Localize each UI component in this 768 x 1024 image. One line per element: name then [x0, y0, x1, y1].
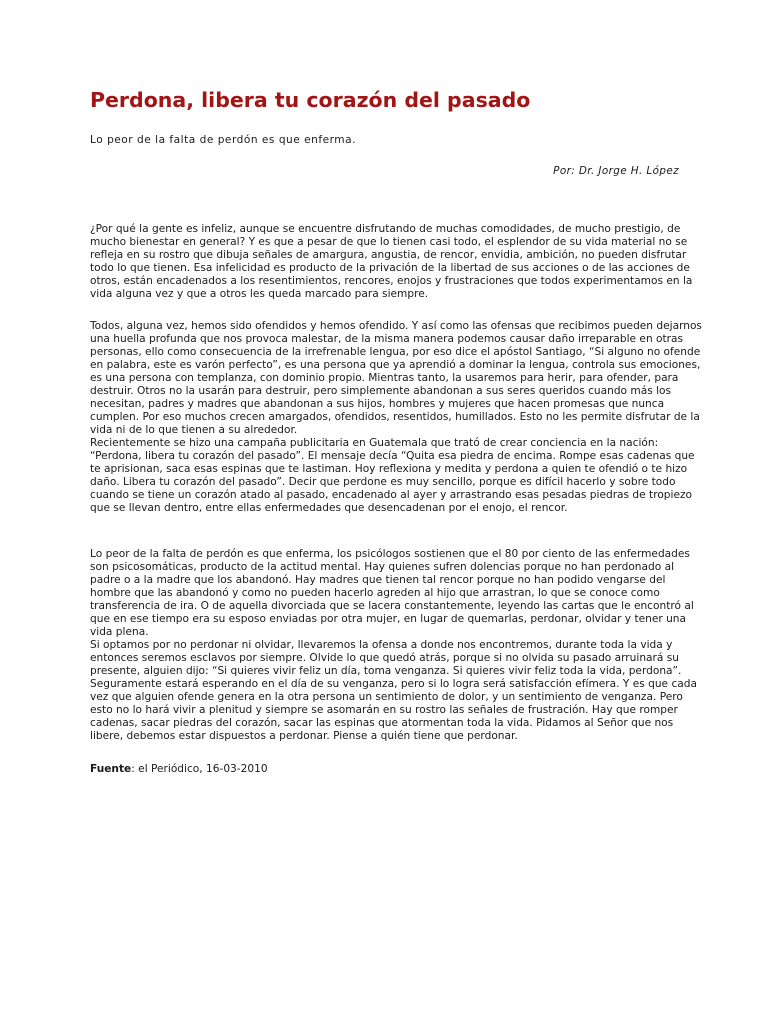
- paragraph-line: cumplen. Por eso muchos crecen amargados, ofendidos, resentidos, humillados. Esto no les permite disfrutar de la: [90, 411, 700, 423]
- paragraph-line: entonces seremos esclavos por siempre. Olvide lo que quedó atrás, porque si no olvida su pasado arruinará su: [90, 652, 679, 664]
- paragraph-line: que se llevan dentro, entre ellas enfermedades que desencadenan por el enojo, el rencor.: [90, 502, 568, 514]
- paragraph-line: padre o a la madre que los abandonó. Hay madres que tienen tal rencor porque no han podido vengarse del: [90, 574, 666, 586]
- paragraph-line: todo lo que tienen. Esa infelicidad es producto de la privación de la libertad de sus acciones o de las acciones de: [90, 262, 690, 274]
- article-source: [90, 763, 268, 775]
- paragraph-line: mucho bienestar en general? Y es que a pesar de que lo tienen casi todo, el esplendor de su vida material no se: [90, 236, 688, 248]
- paragraph-line: cadenas, sacar piedras del corazón, sacar las espinas que atormentan toda la vida. Pidamos al Señor que nos: [90, 717, 674, 729]
- paragraph-line: otros, están encadenados a los resentimientos, rencores, enojos y frustraciones que todos experimentamos en la: [90, 275, 693, 287]
- paragraph-line: una huella profunda que nos provoca malestar, de la misma manera podemos causar daño irreparable en otras: [90, 333, 684, 345]
- paragraph-line: daño. Libera tu corazón del pasado”. Decir que perdone es muy sencillo, porque es difícil hacerlo y sobre todo: [90, 476, 676, 488]
- paragraph-line: vida plena.: [90, 626, 149, 638]
- paragraph-line: hombre que las abandonó y como no pueden hacerlo agreden al hijo que arrastran, lo que se conoce como: [90, 587, 660, 599]
- paragraph-line: que en ese tiempo era su esposo enviadas por otra mujer, en lugar de quemarlas, perdonar, olvidar y tener una: [90, 613, 686, 625]
- article-subtitle: Lo peor de la falta de perdón es que enferma.: [90, 134, 356, 146]
- article-paragraph-1: [90, 223, 693, 301]
- paragraph-line: en palabra, este es varón perfecto”, es una persona que ya aprendió a dominar la lengua, controla sus emociones,: [90, 359, 701, 371]
- paragraph-line: Todos, alguna vez, hemos sido ofendidos y hemos ofendido. Y así como las ofensas que recibimos pueden dejarnos: [90, 320, 702, 332]
- paragraph-line: presente, alguien dijo: “Si quieres vivir feliz un día, toma venganza. Si quieres vivir feliz toda la vida, perdona”.: [90, 665, 682, 677]
- article-title: Perdona, libera tu corazón del pasado: [90, 88, 531, 112]
- source-label: Fuente: [90, 763, 132, 775]
- paragraph-line: vida alguna vez y que a otros les queda marcado para siempre.: [90, 288, 429, 300]
- paragraph-line: vez que alguien ofende genera en la otra persona un sentimiento de dolor, y un sentimiento de venganza. Pero: [90, 691, 683, 703]
- article-paragraph-2: [90, 320, 702, 515]
- article-paragraph-3: [90, 548, 697, 743]
- paragraph-line: son psicosomáticas, producto de la actitud mental. Hay quienes sufren dolencias porque no han perdonado al: [90, 561, 675, 573]
- paragraph-line: Lo peor de la falta de perdón es que enferma, los psicólogos sostienen que el 80 por ciento de las enfermedades: [90, 548, 690, 560]
- paragraph-line: necesitan, padres y madres que abandonan a sus hijos, hombres y mujeres que hacen promesas que nunca: [90, 398, 665, 410]
- paragraph-line: Seguramente estará esperando en el día de su venganza, pero si lo logra será satisfacción efímera. Y es que cada: [90, 678, 697, 690]
- paragraph-line: libere, debemos estar dispuestos a perdonar. Piense a quién tiene que perdonar.: [90, 730, 518, 742]
- paragraph-line: Si optamos por no perdonar ni olvidar, llevaremos la ofensa a donde nos encontremos, durante toda la vida y: [90, 639, 673, 651]
- paragraph-line: destruir. Otros no la usarán para destruir, pero simplemente abandonan a sus seres queridos cuando más los: [90, 385, 672, 397]
- paragraph-line: cuando se tiene un corazón atado al pasado, encadenado al ayer y arrastrando esas pesadas piedras de tropiezo: [90, 489, 693, 501]
- paragraph-line: es una persona con templanza, con dominio propio. Mientras tanto, la usaremos para herir, para ofender, para: [90, 372, 679, 384]
- paragraph-line: te aprisionan, saca esas espinas que te lastiman. Hoy reflexiona y medita y perdona a quien te ofendió o te hizo: [90, 463, 688, 475]
- paragraph-line: vida ni de lo que tienen a su alrededor.: [90, 424, 298, 436]
- paragraph-line: transferencia de ira. O de aquella divorciada que se lacera constantemente, leyendo las cartas que le encontró al: [90, 600, 694, 612]
- paragraph-line: “Perdona, libera tu corazón del pasado”. El mensaje decía “Quita esa piedra de encima. Rompe esas cadenas que: [90, 450, 695, 462]
- article-byline: Por: Dr. Jorge H. López: [553, 165, 679, 177]
- paragraph-line: ¿Por qué la gente es infeliz, aunque se encuentre disfrutando de muchas comodidades, de mucho prestigio, de: [90, 223, 681, 235]
- paragraph-line: esto no lo hará vivir a plenitud y siempre se asomarán en su rostro las señales de frustración. Hay que romper: [90, 704, 678, 716]
- paragraph-line: personas, ello como consecuencia de la irrefrenable lengua, por eso dice el apóstol Santiago, “Si alguno no ofende: [90, 346, 701, 358]
- paragraph-line: Recientemente se hizo una campaña publicitaria en Guatemala que trató de crear conciencia en la nación:: [90, 437, 659, 449]
- paragraph-line: refleja en su rostro que dibuja señales de amargura, angustia, de rencor, envidia, ambición, no pueden disfrutar: [90, 249, 687, 261]
- source-text: : el Periódico, 16-03-2010: [131, 763, 268, 775]
